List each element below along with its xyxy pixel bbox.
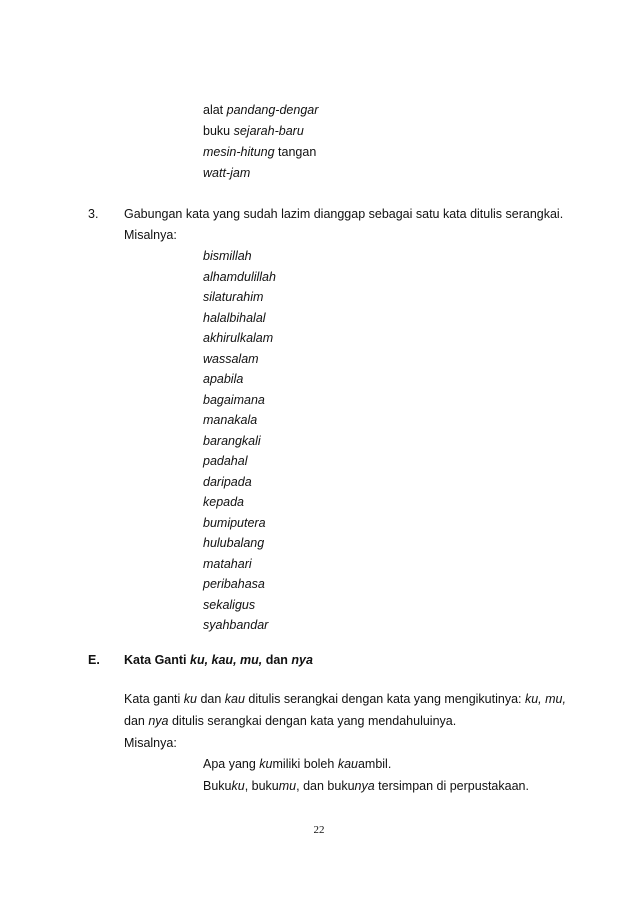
text-run: ku, kau, mu, — [190, 653, 263, 667]
text-run: mu — [278, 779, 297, 793]
text-run: Buku — [203, 779, 232, 793]
text-run: kau — [224, 692, 245, 706]
text-run: , dan buku — [296, 779, 355, 793]
example-compound — [203, 144, 316, 160]
text-run: ku — [183, 692, 197, 706]
text-run: kau — [337, 757, 358, 771]
example-word: sekaligus — [203, 597, 256, 612]
example-word: kepada — [203, 495, 245, 509]
text-run: , buku — [244, 779, 279, 793]
example-word: silaturahim — [203, 290, 264, 304]
text-run: watt-jam — [203, 166, 251, 180]
text-run: Kata Ganti — [124, 653, 190, 667]
example-word: halalbihalal — [203, 310, 266, 325]
text-run: alat — [203, 103, 227, 117]
text-run: sejarah-baru — [233, 124, 304, 138]
text-run: dan — [196, 692, 225, 706]
example-compound — [203, 123, 304, 139]
example-word: bismillah — [203, 249, 252, 263]
text-run: tangan — [274, 145, 317, 159]
paragraph-line — [124, 691, 566, 707]
example-word: daripada — [203, 474, 252, 489]
example-word: akhirulkalam — [203, 331, 274, 345]
example-word: syahbandar — [203, 618, 269, 632]
example-word: hulubalang — [203, 536, 265, 550]
text-run: dan — [262, 653, 292, 667]
text-run: ambil. — [357, 757, 392, 771]
example-sentence — [203, 756, 391, 772]
text-run: ditulis serangkai dengan kata yang mendahuluinya. — [168, 714, 457, 728]
example-sentence — [203, 778, 529, 794]
example-compound — [203, 165, 250, 181]
section-letter: E. — [88, 653, 100, 667]
text-run: ku — [259, 757, 273, 771]
example-word: alhamdulillah — [203, 269, 276, 284]
text-run: ku, mu, — [524, 692, 566, 706]
example-word: manakala — [203, 413, 258, 427]
misalnya-label: Misalnya: — [124, 228, 177, 242]
text-run: mesin-hitung — [203, 145, 275, 159]
list-number: 3. — [88, 207, 99, 221]
text-run: miliki boleh — [272, 757, 338, 771]
example-word: matahari — [203, 556, 252, 571]
example-word: bumiputera — [203, 515, 266, 530]
misalnya-label: Misalnya: — [124, 736, 177, 750]
rule-text: Gabungan kata yang sudah lazim dianggap sebagai satu kata ditulis serangkai. — [124, 207, 564, 221]
text-run: pandang-dengar — [226, 103, 319, 117]
example-compound — [203, 102, 318, 118]
example-word: apabila — [203, 372, 244, 386]
text-run: nya — [291, 653, 313, 667]
text-run: tersimpan di perpustakaan. — [374, 779, 529, 793]
text-run: ditulis serangkai dengan kata yang mengikutinya: — [244, 692, 525, 706]
text-run: dan — [124, 714, 149, 728]
text-run: nya — [354, 779, 375, 793]
section-heading — [124, 652, 313, 668]
example-word: bagaimana — [203, 392, 265, 407]
example-word: wassalam — [203, 351, 259, 366]
text-run: buku — [203, 124, 234, 138]
text-run: ku — [231, 779, 245, 793]
text-run: nya — [148, 714, 169, 728]
text-run: Apa yang — [203, 757, 260, 771]
example-word: barangkali — [203, 433, 261, 448]
page-number: 22 — [313, 824, 325, 836]
paragraph-line — [124, 713, 456, 729]
example-word: padahal — [203, 454, 248, 468]
text-run: Kata ganti — [124, 692, 184, 706]
example-word: peribahasa — [203, 577, 265, 591]
